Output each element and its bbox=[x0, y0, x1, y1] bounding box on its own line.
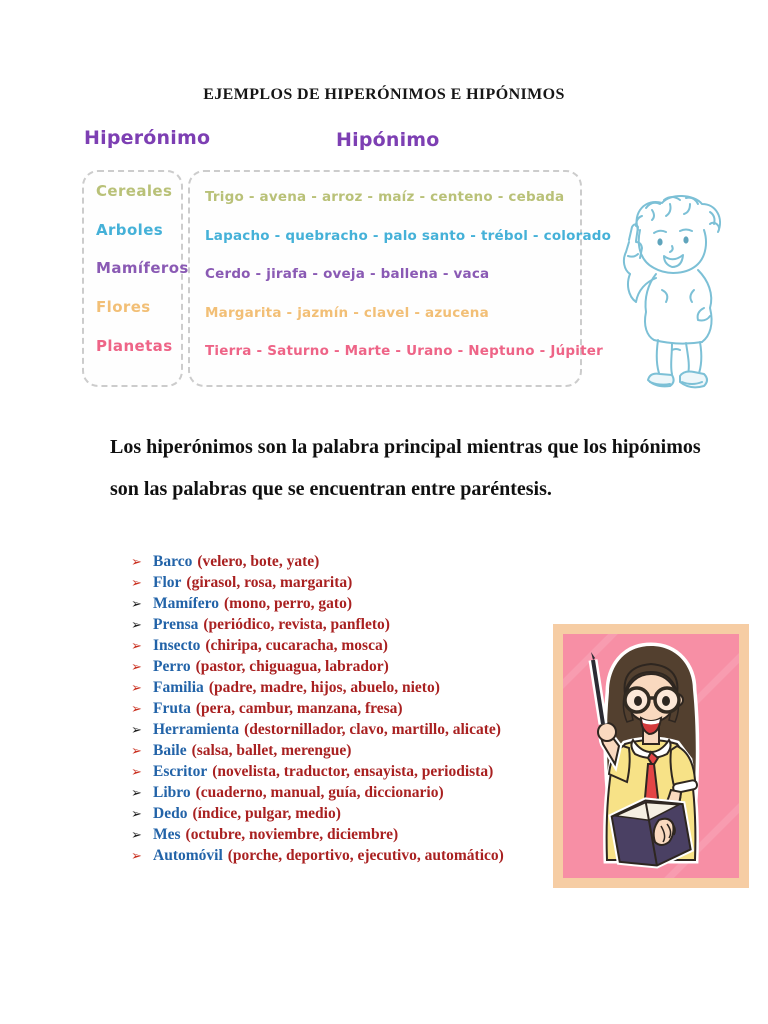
list-item bbox=[131, 698, 504, 719]
arrow-bullet-icon: ➢ bbox=[131, 786, 142, 801]
arrow-bullet-icon: ➢ bbox=[131, 723, 142, 738]
page-title: EJEMPLOS DE HIPERÓNIMOS E HIPÓNIMOS bbox=[203, 86, 565, 103]
list-item bbox=[131, 635, 504, 656]
arrow-bullet-icon: ➢ bbox=[131, 828, 142, 843]
hyponym-examples: (pera, cambur, manzana, fresa) bbox=[195, 700, 403, 717]
paragraph-line: Los hiperónimos son la palabra principal mientras que los hipónimos bbox=[110, 436, 701, 458]
hyperonym-label: Flores bbox=[96, 298, 151, 316]
list-item bbox=[131, 782, 504, 803]
list-item bbox=[131, 761, 504, 782]
list-item bbox=[131, 824, 504, 845]
hyponym-row: Trigo - avena - arroz - maíz - centeno - cebada bbox=[205, 189, 565, 205]
explanation-paragraph bbox=[110, 436, 710, 520]
hyponym-row: Lapacho - quebracho - palo santo - trébol - colorado bbox=[205, 228, 612, 244]
arrow-bullet-icon: ➢ bbox=[131, 660, 142, 675]
hyponym-examples: (cuaderno, manual, guía, diccionario) bbox=[195, 784, 444, 801]
teacher-photo-frame bbox=[553, 624, 749, 888]
hyponym-examples: (salsa, ballet, merengue) bbox=[191, 742, 352, 759]
hyponym-examples: (novelista, traductor, ensayista, periodista) bbox=[212, 763, 494, 780]
hyponym-examples: (mono, perro, gato) bbox=[224, 595, 352, 612]
list-item bbox=[131, 656, 504, 677]
hyperonym-word: Insecto bbox=[153, 637, 201, 654]
hyperonym-label: Mamíferos bbox=[96, 259, 189, 277]
list-item bbox=[131, 845, 504, 866]
hyponym-examples: (padre, madre, hijos, abuelo, nieto) bbox=[208, 679, 440, 696]
hyperonym-word: Fruta bbox=[153, 700, 191, 717]
hyperonym-label: Arboles bbox=[96, 221, 164, 239]
hyperonym-label: Planetas bbox=[96, 337, 173, 355]
list-item bbox=[131, 719, 504, 740]
hyperonym-word: Mes bbox=[153, 826, 181, 843]
hyperonym-column-header: Hiperónimo bbox=[84, 127, 211, 149]
hyponym-examples: (girasol, rosa, margarita) bbox=[186, 574, 353, 591]
hyponym-examples: (octubre, noviembre, diciembre) bbox=[185, 826, 399, 843]
arrow-bullet-icon: ➢ bbox=[131, 765, 142, 780]
teacher-illustration bbox=[563, 634, 739, 878]
hyponym-examples: (chiripa, cucaracha, mosca) bbox=[205, 637, 388, 654]
arrow-bullet-icon: ➢ bbox=[131, 702, 142, 717]
list-item bbox=[131, 593, 504, 614]
hyperonym-word: Prensa bbox=[153, 616, 199, 633]
hyperonym-word: Automóvil bbox=[153, 847, 223, 864]
arrow-bullet-icon: ➢ bbox=[131, 807, 142, 822]
hyponym-examples: (periódico, revista, panfleto) bbox=[203, 616, 390, 633]
hyponym-row: Tierra - Saturno - Marte - Urano - Neptuno - Júpiter bbox=[205, 343, 603, 359]
hyponym-column-header: Hipónimo bbox=[336, 129, 440, 151]
arrow-bullet-icon: ➢ bbox=[131, 555, 142, 570]
hyperonym-word: Familia bbox=[153, 679, 204, 696]
arrow-bullet-icon: ➢ bbox=[131, 681, 142, 696]
arrow-bullet-icon: ➢ bbox=[131, 744, 142, 759]
list-item bbox=[131, 614, 504, 635]
list-item bbox=[131, 803, 504, 824]
hyperonym-word: Libro bbox=[153, 784, 191, 801]
hyponym-examples: (índice, pulgar, medio) bbox=[192, 805, 341, 822]
hyponym-list bbox=[131, 551, 504, 866]
hyponym-examples: (pastor, chiguagua, labrador) bbox=[195, 658, 389, 675]
hyponym-row: Margarita - jazmín - clavel - azucena bbox=[205, 305, 489, 321]
hyperonym-word: Barco bbox=[153, 553, 193, 570]
hyponym-row: Cerdo - jirafa - oveja - ballena - vaca bbox=[205, 266, 490, 282]
hyponym-examples: (porche, deportivo, ejecutivo, automático) bbox=[227, 847, 504, 864]
list-item bbox=[131, 572, 504, 593]
hyponym-examples: (velero, bote, yate) bbox=[197, 553, 320, 570]
list-item bbox=[131, 677, 504, 698]
paragraph-line: son las palabras que se encuentran entre paréntesis. bbox=[110, 478, 552, 500]
hyperonym-word: Escritor bbox=[153, 763, 208, 780]
hyponym-examples: (destornillador, clavo, martillo, alicate) bbox=[244, 721, 501, 738]
hyperonym-word: Dedo bbox=[153, 805, 188, 822]
hyperonym-word: Perro bbox=[153, 658, 191, 675]
hyperonym-label: Cereales bbox=[96, 182, 173, 200]
hyperonym-word: Herramienta bbox=[153, 721, 240, 738]
arrow-bullet-icon: ➢ bbox=[131, 618, 142, 633]
hyperonym-word: Flor bbox=[153, 574, 182, 591]
hyperonym-word: Baile bbox=[153, 742, 187, 759]
boy-sketch-illustration bbox=[606, 190, 740, 392]
arrow-bullet-icon: ➢ bbox=[131, 597, 142, 612]
arrow-bullet-icon: ➢ bbox=[131, 639, 142, 654]
list-item bbox=[131, 551, 504, 572]
list-item bbox=[131, 740, 504, 761]
arrow-bullet-icon: ➢ bbox=[131, 576, 142, 591]
hyperonym-word: Mamífero bbox=[153, 595, 219, 612]
arrow-bullet-icon: ➢ bbox=[131, 849, 142, 864]
